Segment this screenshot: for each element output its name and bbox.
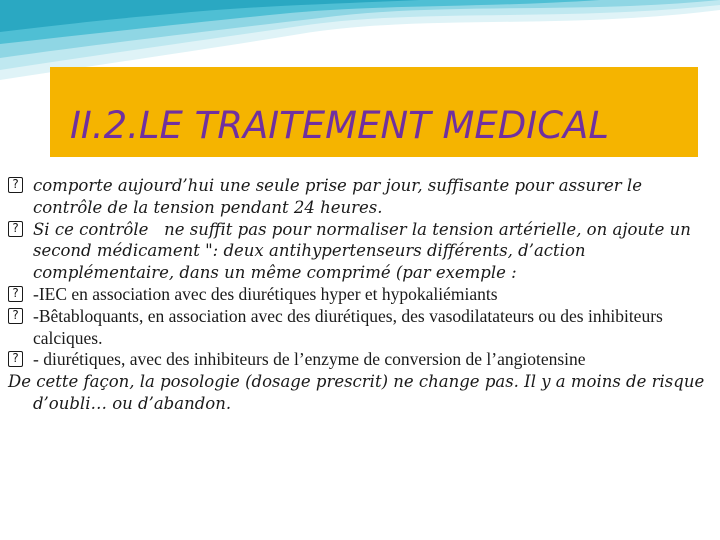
list-item-text: -Bêtabloquants, en association avec des diurétiques, des vasodilatateurs ou des inhibiteurs calciques. bbox=[33, 305, 663, 348]
page-title: II.2.LE TRAITEMENT MEDICAL bbox=[70, 104, 609, 147]
list-item-text: comporte aujourd’hui une seule prise par jour, suffisante pour assurer le contrôle de la tension pendant 24 heures. bbox=[33, 176, 642, 217]
list-item bbox=[8, 349, 708, 371]
content-body bbox=[8, 175, 708, 415]
missing-glyph-icon: ? bbox=[8, 351, 23, 367]
missing-glyph-icon: ? bbox=[8, 286, 23, 302]
list-item-text: - diurétiques, avec des inhibiteurs de l’enzyme de conversion de l’angiotensine bbox=[33, 349, 586, 370]
list-item-text: -IEC en association avec des diurétiques hyper et hypokaliémiants bbox=[33, 283, 498, 304]
missing-glyph-icon: ? bbox=[8, 308, 23, 324]
conclusion-text: De cette façon, la posologie (dosage prescrit) ne change pas. Il y a moins de risque d’oubli… ou d’abandon. bbox=[8, 372, 705, 413]
list-item bbox=[8, 175, 708, 219]
list-item bbox=[8, 284, 708, 306]
list-item-text: Si ce contrôle ne suffit pas pour normaliser la tension artérielle, on ajoute un second médicament ": deux antihypertenseurs différents, d’action complémentaire, dans un même comprimé (par exemple : bbox=[33, 219, 691, 283]
list-item bbox=[8, 306, 708, 350]
list-item bbox=[8, 219, 708, 284]
missing-glyph-icon: ? bbox=[8, 221, 23, 237]
missing-glyph-icon: ? bbox=[8, 177, 23, 193]
